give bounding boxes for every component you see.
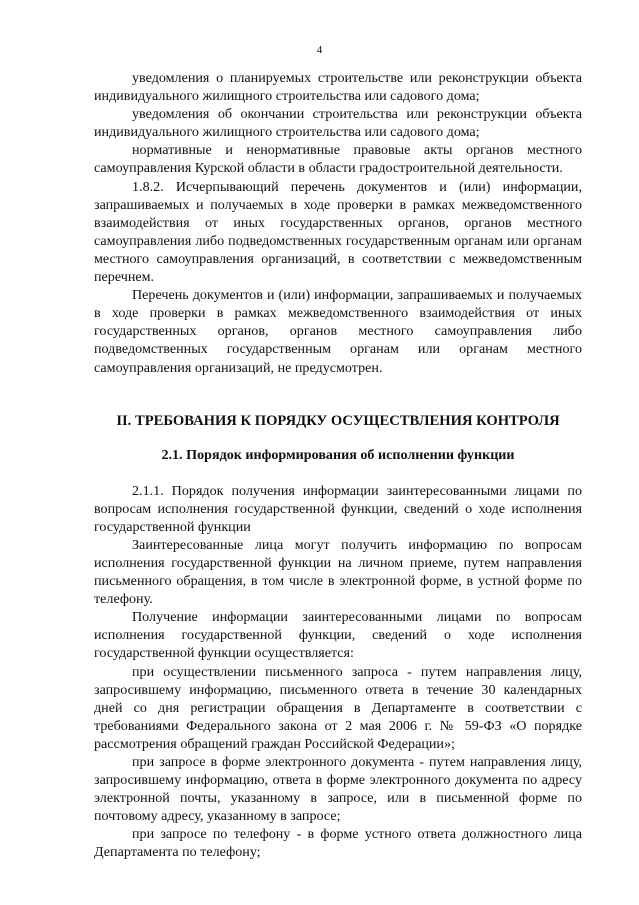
page-number: 4	[316, 44, 323, 56]
paragraph: Заинтересованные лица могут получить информацию по вопросам исполнения государственной функции на личном приеме, путем направления письменного обращения, в том числе в электронной форме, в устной форме по телефону.	[94, 536, 582, 608]
paragraph: уведомления о планируемых строительстве или реконструкции объекта индивидуального жилищного строительства или садового дома;	[94, 70, 582, 105]
paragraph: 1.8.2. Исчерпывающий перечень документов и (или) информации, запрашиваемых и получаемых в ходе проверки в рамках межведомственного взаимодействия от иных государственных органов, органов местного самоуправления либо подведомственных государственным органам или органам местного самоуправления организаций, в соответствии с межведомственным перечнем.	[94, 178, 582, 286]
paragraph: уведомления об окончании строительства или реконструкции объекта индивидуального жилищного строительства или садового дома;	[94, 106, 582, 141]
subsection-heading: 2.1. Порядок информирования об исполнении функции	[161, 446, 515, 463]
document-body	[94, 69, 582, 862]
paragraph: при запросе по телефону - в форме устного ответа должностного лица Департамента по телефону;	[94, 826, 582, 861]
paragraph: при запросе в форме электронного документа - путем направления лицу, запросившему информацию, ответа в форме электронного документа по адресу электронной почты, указанному в запросе, или в письменной форме по почтовому адресу, указанному в запросе;	[94, 754, 582, 825]
paragraph: Получение информации заинтересованными лицами по вопросам исполнения государственной функции, сведений о ходе исполнения государственной функции осуществляется:	[94, 609, 582, 662]
paragraph: 2.1.1. Порядок получения информации заинтересованными лицами по вопросам исполнения государственной функции, сведений о ходе исполнения государственной функции	[94, 482, 582, 535]
paragraph: Перечень документов и (или) информации, запрашиваемых и получаемых в ходе проверки в рамках межведомственного взаимодействия от иных государственных органов, органов местного самоуправления либо подведомственных государственным органам или органам местного самоуправления организаций, не предусмотрен.	[94, 287, 582, 376]
paragraph: при осуществлении письменного запроса - путем направления лицу, запросившему информацию, письменного ответа в течение 30 календарных дней со дня регистрации обращения в Департаменте в соответствии с требованиями Федерального закона от 2 мая 2006 г. № 59-ФЗ «О порядке рассмотрения обращений граждан Российской Федерации»;	[94, 663, 582, 752]
paragraph: нормативные и ненормативные правовые акты органов местного самоуправления Курской области в области градостроительной деятельности.	[94, 142, 582, 177]
section-heading: II. ТРЕБОВАНИЯ К ПОРЯДКУ ОСУЩЕСТВЛЕНИЯ КОНТРОЛЯ	[116, 412, 560, 429]
